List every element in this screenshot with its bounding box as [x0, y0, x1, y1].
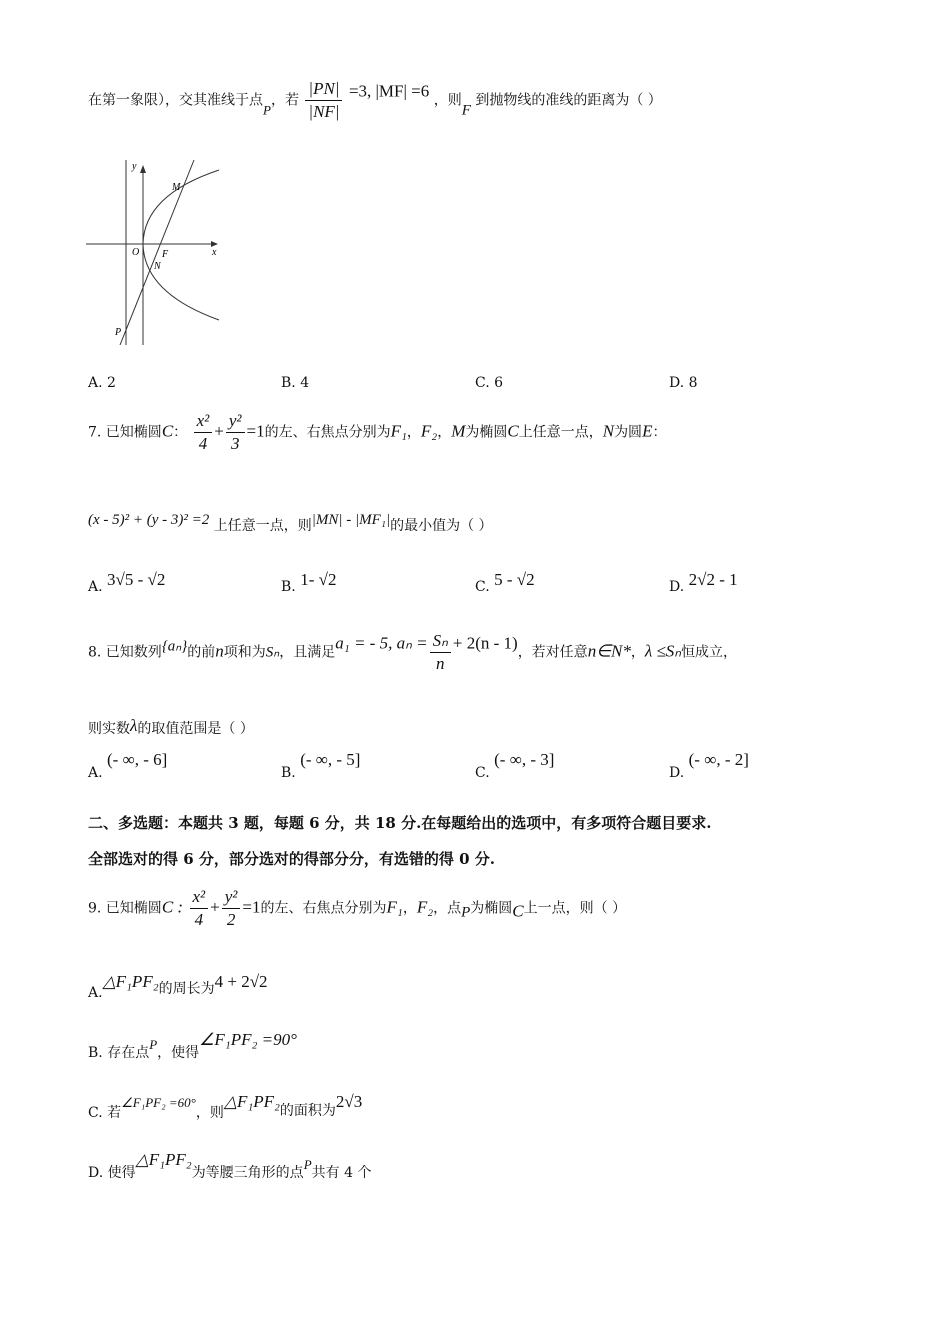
fraction-denominator: |NF| [308, 102, 340, 121]
label-m: M [172, 182, 181, 193]
q6-text: ，则 [433, 92, 462, 109]
q8-option-d [669, 750, 749, 781]
point-m: M [451, 421, 466, 441]
q9-option-a [88, 972, 268, 1001]
label-f: F [162, 249, 169, 260]
focus-f2: F₂ [420, 421, 438, 441]
option-value: 3√5 - √2 [107, 570, 166, 589]
parabola-graph [84, 155, 229, 350]
q7-question-text: 的最小值为（ ） [390, 518, 493, 534]
comma: ， [406, 424, 421, 441]
comma: ， [437, 424, 452, 441]
q6-question-text: 到抛物线的准线的距离为（ ） [475, 92, 662, 109]
option-text: ，使得 [157, 1045, 200, 1061]
circle-e: E [642, 421, 653, 441]
q8-condition: a₁ = - 5, aₙ = [335, 633, 428, 653]
q9-line1: 9. 已知椭圆C : $\frac{\text{x²}}{4}$ + $\frac{\text{y²}}{2}$ =1的左、右焦点分别为F₁，F₂，点P为椭圆C上一点，则（ ） [88, 887, 627, 929]
q8-line2 [88, 716, 254, 738]
q7-option-b [281, 570, 336, 595]
q7-lead: 7. 已知椭圆 [88, 424, 162, 441]
q8-option-c [475, 750, 554, 781]
q8-condition: + 2(n - 1) [452, 633, 518, 653]
q9-option-c [88, 1092, 362, 1122]
label-x: x [212, 247, 217, 258]
q6-text: 在第一象限），交其准线于点 [88, 92, 263, 109]
q9-lead: 9. 已知椭圆 [88, 900, 162, 917]
fraction-numerator: x² [190, 886, 209, 909]
q6-condition: =3, |MF| =6 [348, 81, 430, 101]
circle-equation: (x - 5)² + (y - 3)² =2 [88, 512, 210, 528]
option-label: D. [669, 579, 685, 595]
q7-text: 为圆 [614, 424, 643, 441]
point-p: P [461, 904, 471, 921]
sum-sn: Sₙ [265, 644, 280, 661]
option-text: 的周长为 [158, 981, 215, 997]
option-value: 2√3 [335, 1092, 363, 1111]
section2-heading-line1: 二、多选题：本题共 3 题，每题 6 分，共 18 分.在每题给出的选项中，有多项符合题目要求. [88, 814, 712, 832]
q9-question-text: 上一点，则（ ） [523, 900, 627, 917]
point-f: F [461, 102, 471, 119]
comma: ， [630, 644, 645, 661]
fraction-numerator: x² [194, 410, 213, 433]
fraction-denominator: 2 [226, 910, 236, 929]
q7-text: 上任意一点， [518, 424, 603, 441]
q8-text: 则实数 [88, 721, 130, 737]
sequence: {aₙ} [161, 638, 188, 655]
option-label: B. [281, 579, 296, 595]
q7-text: 上任意一点，则 [213, 518, 312, 534]
option-text: 共有 4 个 [311, 1165, 372, 1181]
q8-text: 恒成立， [681, 644, 738, 661]
option-label: A. [88, 765, 103, 781]
option-label: D. 使得 [88, 1165, 136, 1181]
option-value: 1- √2 [300, 570, 337, 589]
label-o: O [132, 247, 140, 258]
fraction-numerator: y² [222, 886, 241, 909]
q8-question-text: 的取值范围是（ ） [137, 721, 254, 737]
point-p: P [303, 1157, 312, 1172]
label-p: P [115, 327, 122, 338]
option-label: B. 存在点 [88, 1045, 150, 1061]
q7-option-a [88, 570, 165, 595]
fraction-denominator: 3 [230, 434, 240, 453]
fraction-denominator: 4 [194, 910, 204, 929]
option-label: A. [88, 579, 103, 595]
option-text: ，则 [195, 1105, 224, 1121]
ellipse-c: C [161, 421, 174, 441]
q9-option-b [88, 1030, 297, 1062]
q7-text: 的左、右焦点分别为 [264, 424, 391, 441]
option-label: C. 若 [88, 1105, 122, 1121]
natural-set: n∈N* [587, 641, 631, 661]
q8-text: ，且满足 [279, 644, 336, 661]
equals-one: =1 [246, 421, 265, 441]
option-value: ∠F₁PF₂ =90° [199, 1030, 297, 1049]
option-text: 的面积为 [279, 1103, 336, 1119]
option-value: (- ∞, - 3] [494, 750, 555, 769]
q8-option-b [281, 750, 360, 781]
point-p: P [263, 102, 271, 118]
option-label: D. [669, 765, 685, 781]
lambda: λ [130, 716, 138, 735]
q6-tail-line [88, 78, 662, 123]
q7-fraction-y [226, 410, 245, 455]
focus-f2: F₂ [416, 897, 434, 917]
var-n: n [215, 641, 224, 661]
option-value: 2√2 - 1 [688, 570, 738, 589]
fraction-denominator: 4 [198, 434, 208, 453]
triangle: △F₁PF₂ [135, 1150, 192, 1169]
option-label: C. [475, 765, 490, 781]
q8-text: ，若对任意 [517, 644, 588, 661]
option-text: 为等腰三角形的点 [191, 1165, 304, 1181]
focus-f1: F₁ [386, 897, 403, 917]
q9-fraction-x [190, 886, 209, 931]
q8-line1 [88, 630, 737, 675]
q7-option-d [669, 570, 738, 595]
q7-fraction-x [194, 410, 213, 455]
q7-text: 为椭圆 [465, 424, 508, 441]
q6-text: ，若 [270, 92, 299, 109]
q6-fraction [305, 78, 342, 123]
option-value: 5 - √2 [494, 570, 535, 589]
option-value: 4 + 2√2 [214, 972, 268, 991]
q6-option-c: C. 6 [475, 375, 504, 391]
angle-condition: ∠F₁PF₂ =60° [121, 1095, 196, 1110]
q6-option-d: D. 8 [669, 375, 698, 391]
fraction-denominator: n [435, 654, 445, 673]
comma: ， [402, 900, 417, 917]
section2-heading-line2: 全部选对的得 6 分，部分选对的得部分分，有选错的得 0 分. [88, 850, 495, 868]
q9-text: ，点 [433, 900, 462, 917]
option-label: B. [281, 765, 296, 781]
point-p: P [149, 1037, 158, 1052]
option-label: C. [475, 579, 490, 595]
option-value: (- ∞, - 5] [300, 750, 361, 769]
q9-text: 的左、右焦点分别为 [260, 900, 387, 917]
focus-f1: F₁ [390, 421, 407, 441]
colon: ： [652, 424, 667, 441]
triangle: △F₁PF₂ [102, 972, 159, 991]
label-n: N [154, 261, 161, 272]
q9-option-d [88, 1150, 371, 1182]
q8-text: 的前 [187, 644, 216, 661]
fraction-numerator: |PN| [305, 78, 342, 101]
fraction-numerator: y² [226, 410, 245, 433]
point-n: N [602, 421, 615, 441]
q8-option-a [88, 750, 167, 781]
q9-text: 为椭圆 [470, 900, 513, 917]
q9-fraction-y [222, 886, 241, 931]
q7-line2 [88, 512, 493, 535]
q6-option-a: A. 2 [88, 375, 116, 391]
q7-line1: 7. 已知椭圆C： $\frac{\text{x²}}{4}$ + $\frac{\text{y²}}{3}$ =1的左、右焦点分别为F₁，F₂，M为椭圆C上任意一点，N为圆E： [88, 411, 667, 453]
triangle: △F₁PF₂ [223, 1092, 280, 1111]
inequality: λ ≤Sₙ [644, 641, 682, 661]
q8-text: 项和为 [223, 644, 266, 661]
option-value: (- ∞, - 2] [688, 750, 749, 769]
q7-option-c [475, 570, 535, 595]
option-label: A. [88, 985, 103, 1001]
ellipse-c: C [512, 901, 524, 921]
fraction-numerator: Sₙ [430, 630, 451, 653]
option-value: (- ∞, - 6] [107, 750, 168, 769]
q6-option-b: B. 4 [281, 375, 310, 391]
q8-fraction [430, 630, 451, 675]
q8-lead: 8. 已知数列 [88, 644, 162, 661]
ellipse-c: C [507, 421, 519, 441]
colon: ： [173, 424, 188, 441]
equals-one: =1 [242, 897, 261, 917]
y-axis-arrow [140, 165, 146, 173]
ellipse-c: C : [161, 897, 184, 917]
label-y: y [132, 161, 137, 172]
q7-expression: |MN| - |MF₁| [311, 512, 391, 528]
